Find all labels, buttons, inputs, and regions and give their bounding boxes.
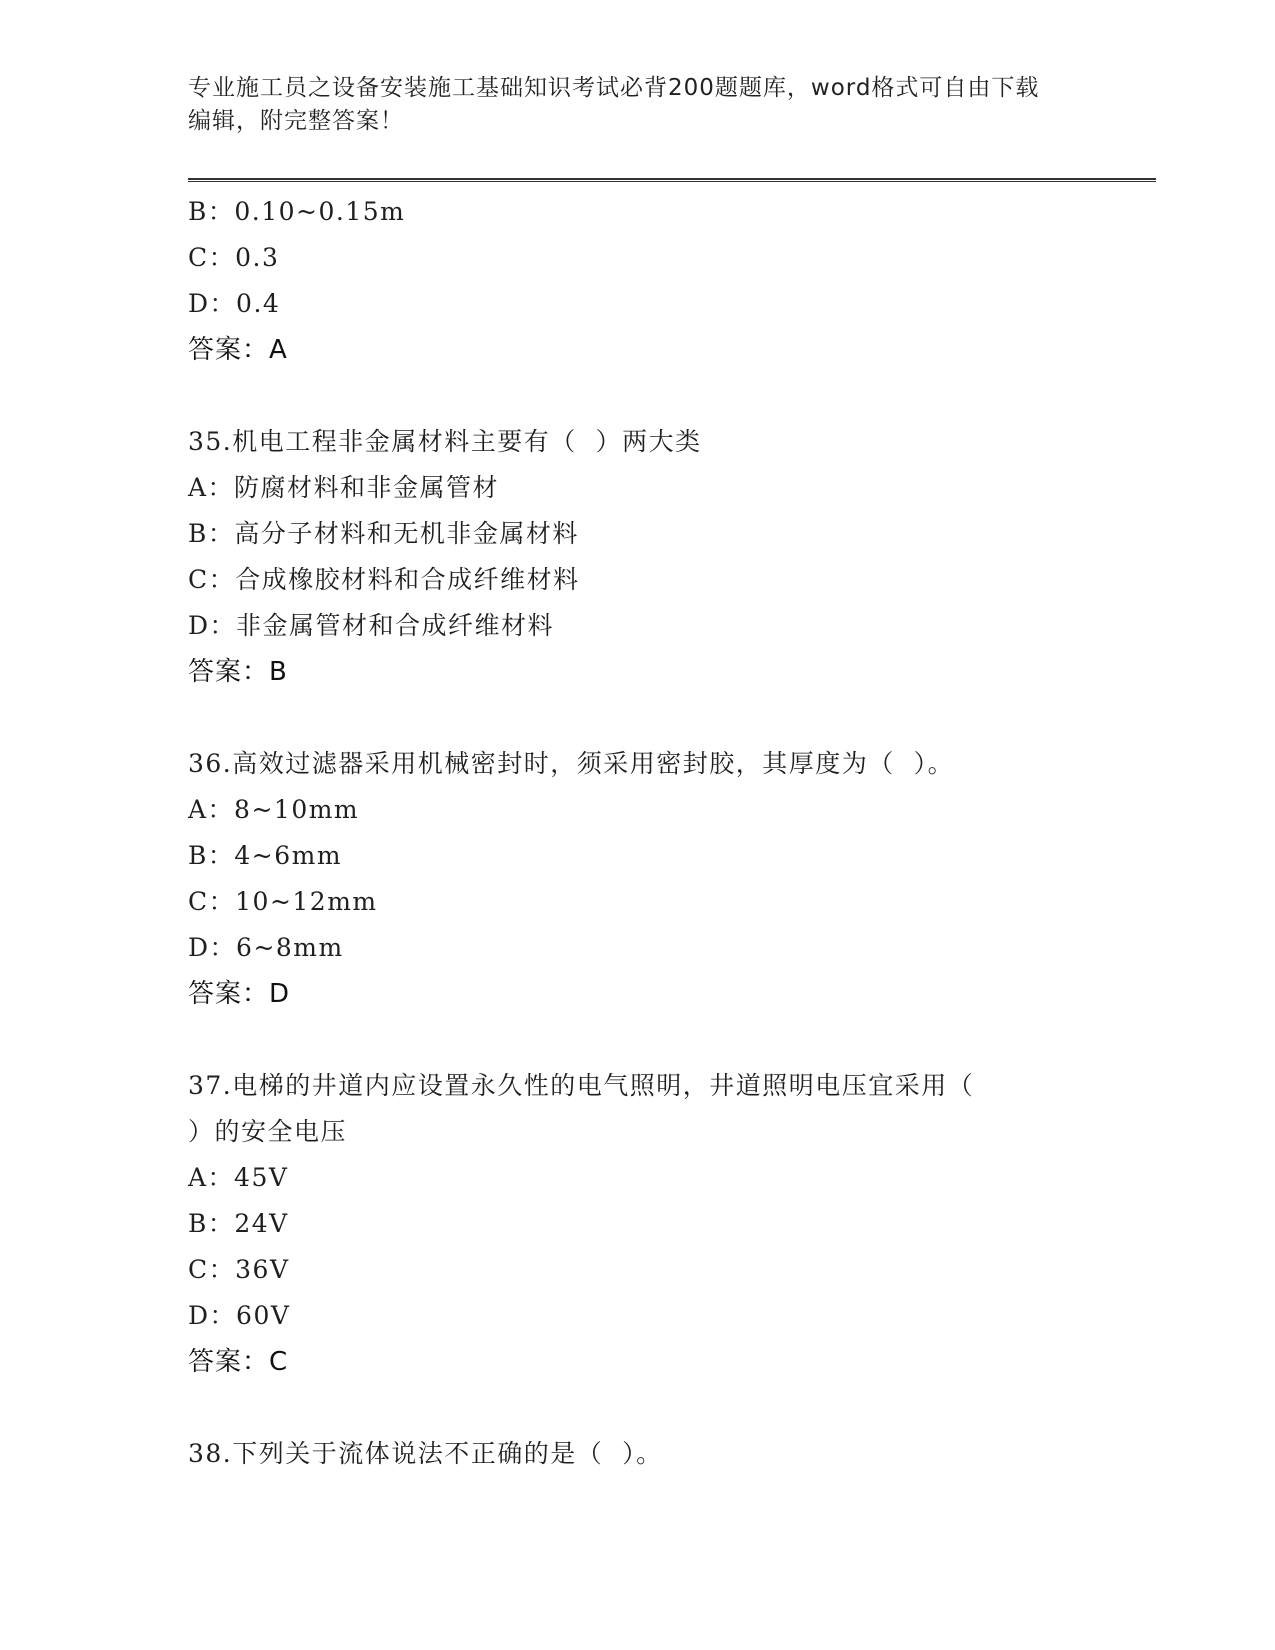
spacer — [188, 1017, 1088, 1063]
header-title-line-1: 专业施工员之设备安装施工基础知识考试必背200题题库，word格式可自由下载 — [188, 75, 1040, 101]
spacer — [188, 695, 1088, 741]
question-34 — [188, 189, 1088, 373]
answer: 答案：B — [188, 657, 288, 687]
option-c: C：10~12mm — [188, 887, 378, 916]
answer: 答案：C — [188, 1347, 289, 1377]
option-d: D：6~8mm — [188, 933, 344, 962]
spacer — [188, 1385, 1088, 1431]
question-text: 38.下列关于流体说法不正确的是（ ）。 — [188, 1439, 663, 1468]
option-d: D：60V — [188, 1301, 291, 1330]
question-36 — [188, 741, 1088, 1017]
question-text-line-1: 37.电梯的井道内应设置永久性的电气照明，井道照明电压宜采用（ — [188, 1071, 975, 1100]
header-divider — [188, 178, 1156, 182]
option-a: A：45V — [188, 1163, 289, 1192]
question-35 — [188, 419, 1088, 695]
option-c: C：36V — [188, 1255, 290, 1284]
option-a: A：防腐材料和非金属管材 — [188, 473, 500, 502]
question-text: 35.机电工程非金属材料主要有（ ）两大类 — [188, 427, 702, 456]
option-b: B：24V — [188, 1209, 289, 1238]
option-c: C：合成橡胶材料和合成纤维材料 — [188, 565, 580, 594]
header-title-line-2: 编辑，附完整答案！ — [188, 108, 404, 134]
option-a: A：8~10mm — [188, 795, 360, 824]
option-d: D：0.4 — [188, 289, 281, 318]
option-b: B：0.10~0.15m — [188, 197, 406, 226]
spacer — [188, 373, 1088, 419]
question-38 — [188, 1431, 1088, 1477]
option-b: B：4~6mm — [188, 841, 343, 870]
question-37 — [188, 1063, 1088, 1385]
question-text-line-2: ）的安全电压 — [188, 1117, 348, 1146]
question-list — [188, 189, 1088, 1477]
answer: 答案：D — [188, 979, 291, 1009]
option-b: B：高分子材料和无机非金属材料 — [188, 519, 579, 548]
answer: 答案：A — [188, 335, 288, 365]
question-text: 36.高效过滤器采用机械密封时，须采用密封胶，其厚度为（ ）。 — [188, 749, 955, 778]
page-header — [188, 72, 1088, 138]
option-c: C：0.3 — [188, 243, 280, 272]
option-d: D：非金属管材和合成纤维材料 — [188, 611, 555, 640]
